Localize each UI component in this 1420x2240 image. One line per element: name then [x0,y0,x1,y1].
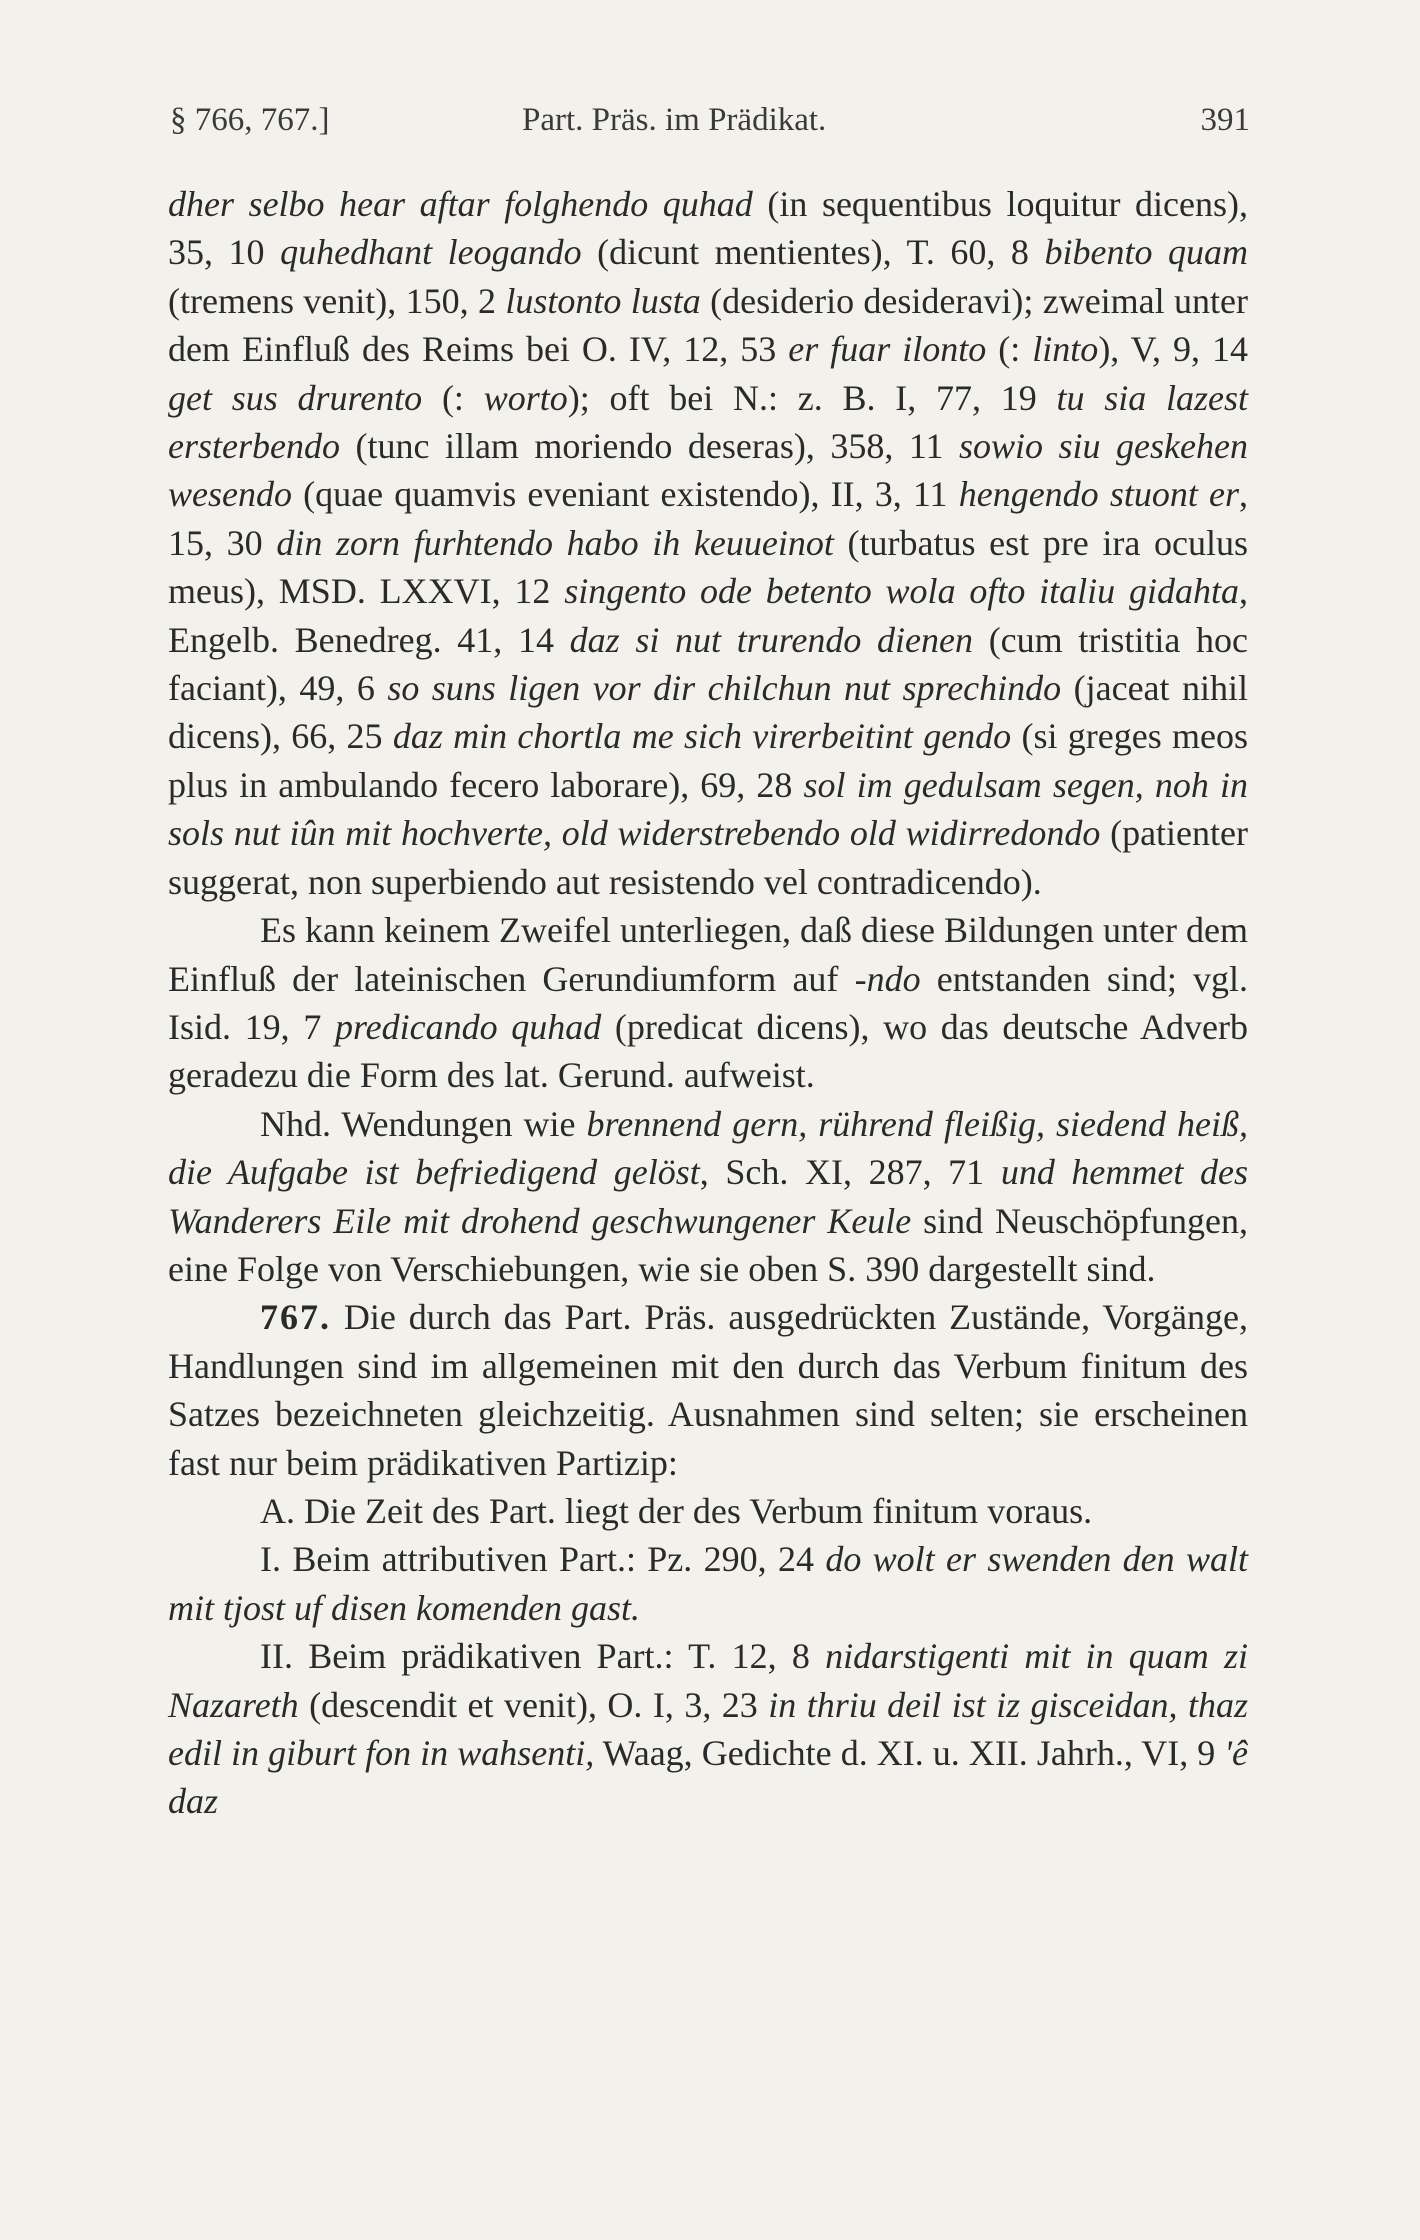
example-text: brennend gern, rührend fleißig, siedend heiß, die Aufgabe ist befriedigend gelöst [168,1103,1248,1193]
text-run: (jaceat nihil dicens), 66, 25 [168,668,1248,757]
text-run: I. Beim attributiven Part.: Pz. 290, 24 [260,1539,826,1580]
text-run: Die durch das Part. Präs. ausgedrückten Zustände, Vorgänge, Handlungen sind im allgemeinen mit den durch das Verbum finitum des Satzes bezeichneten gleichzeitig. Ausnahmen sind selten; sie erscheinen fast nur beim prädikativen Partizip: [168,1297,1248,1483]
example-text: hengendo stuont er [958,474,1239,515]
example-text: sowio siu geskehen wesendo [168,426,1248,515]
example-text: bibento quam [1044,232,1248,273]
paragraph-point-ii [168,1632,1248,1826]
example-text: 'ê daz [168,1733,1248,1822]
paragraph-section-767 [168,1293,1248,1487]
example-text: und hemmet des Wanderers Eile mit drohend geschwungener Keule [168,1152,1248,1241]
example-text: dher selbo hear aftar folghendo quhad [168,184,753,224]
example-text: get sus drurento [168,377,423,418]
example-text: daz si nut trurendo dienen [569,619,974,660]
example-text: so suns ligen vor dir chilchun nut sprechindo [387,668,1062,709]
paragraph-examples [168,180,1248,906]
text-run: (in sequentibus loquitur dicens), 35, 10 [168,184,1249,273]
example-text: do wolt er swenden den walt mit tjost uf disen komenden gast. [168,1539,1248,1628]
example-text: sol im gedulsam segen, noh in sols nut iûn mit hochverte, old widerstrebendo old widirredondo [168,764,1248,854]
section-reference: § 766, 767.] [170,102,330,138]
example-text: tu sia lazest ersterbendo [168,377,1249,467]
text-run: Waag, Gedichte d. XI. u. XII. Jahrh., VI, 9 [594,1733,1225,1773]
text-run: ), V, 9, 14 [1098,329,1249,370]
example-text: quhedhant leogando [280,232,582,273]
text-run: (turbatus est pre ira oculus meus), MSD. LXXVI, 12 [168,522,1249,612]
section-number: 767. [260,1297,331,1338]
text-run: (tunc illam moriendo deseras), 358, 11 [339,426,960,467]
example-text: worto [483,377,568,418]
text-run: (patienter suggerat, non superbiendo aut resistendo vel contradicendo). [168,813,1249,902]
example-text: din zorn furhtendo habo ih keuueinot [276,522,834,563]
example-text: linto [1032,329,1099,370]
example-text: predicando quhad [334,1006,602,1047]
example-text: nidarstigenti mit in quam zi Nazareth [168,1636,1248,1725]
paragraph-gerund-influence [168,906,1248,1100]
text-run: II. Beim prädikativen Part.: T. 12, 8 [260,1636,826,1677]
paragraph-point-i [168,1535,1248,1632]
example-text: lustonto lusta [505,280,701,321]
text-run: (predicat dicens), wo das deutsche Adverb geradezu die Form des lat. Gerund. aufweist. [168,1006,1248,1096]
text-run: (si greges meos plus in ambulando fecero laborare), 69, 28 [168,716,1248,805]
main-text [168,180,1248,1826]
text-run: (tremens venit), 150, 2 [168,280,506,321]
text-run: (: [986,329,1033,370]
text-run: (: [422,377,484,418]
running-title: Part. Präs. im Prädikat. [522,102,827,138]
example-text: singento ode betento wola ofto italiu gidahta [564,571,1239,612]
page-number: 391 [1200,102,1250,138]
text-run: , Sch. XI, 287, 71 [699,1152,1001,1193]
text-run: A. Die Zeit des Part. liegt der des Verbum finitum voraus. [260,1490,1093,1531]
text-run: (desiderio desideravi); zweimal unter dem Einfluß des Reims bei O. IV, 12, 53 [168,280,1248,370]
paragraph-point-a [168,1487,1248,1535]
example-text: in thriu deil ist iz gisceidan, thaz edil in giburt fon in wahsenti, [168,1684,1248,1773]
text-run: , 15, 30 [168,474,1248,563]
text-run: (descendit et venit), O. I, 3, 23 [298,1684,769,1725]
text-run: Es kann keinem Zweifel unterliegen, daß diese Bildungen unter dem Einfluß der lateinischen Gerundiumform auf [168,910,1248,999]
example-text: er fuar ilonto [788,329,987,370]
example-text: -ndo [854,958,921,999]
text-run: sind Neuschöpfungen, eine Folge von Verschiebungen, wie sie oben S. 390 dargestellt sind. [168,1200,1248,1289]
paragraph-nhd [168,1100,1248,1294]
text-run: (quae quamvis eveniant existendo), II, 3, 11 [291,474,959,515]
text-run: (dicunt mentientes), T. 60, 8 [581,232,1045,273]
text-run: (cum tristitia hoc faciant), 49, 6 [168,619,1248,709]
text-run: entstanden sind; vgl. Isid. 19, 7 [168,958,1249,1047]
text-run: Nhd. Wendungen wie [260,1103,587,1144]
text-run: , Engelb. Benedreg. 41, 14 [168,571,1248,660]
text-run: ); oft bei N.: z. B. I, 77, 19 [567,377,1057,418]
example-text: daz min chortla me sich virerbeitint gendo [392,716,1012,757]
